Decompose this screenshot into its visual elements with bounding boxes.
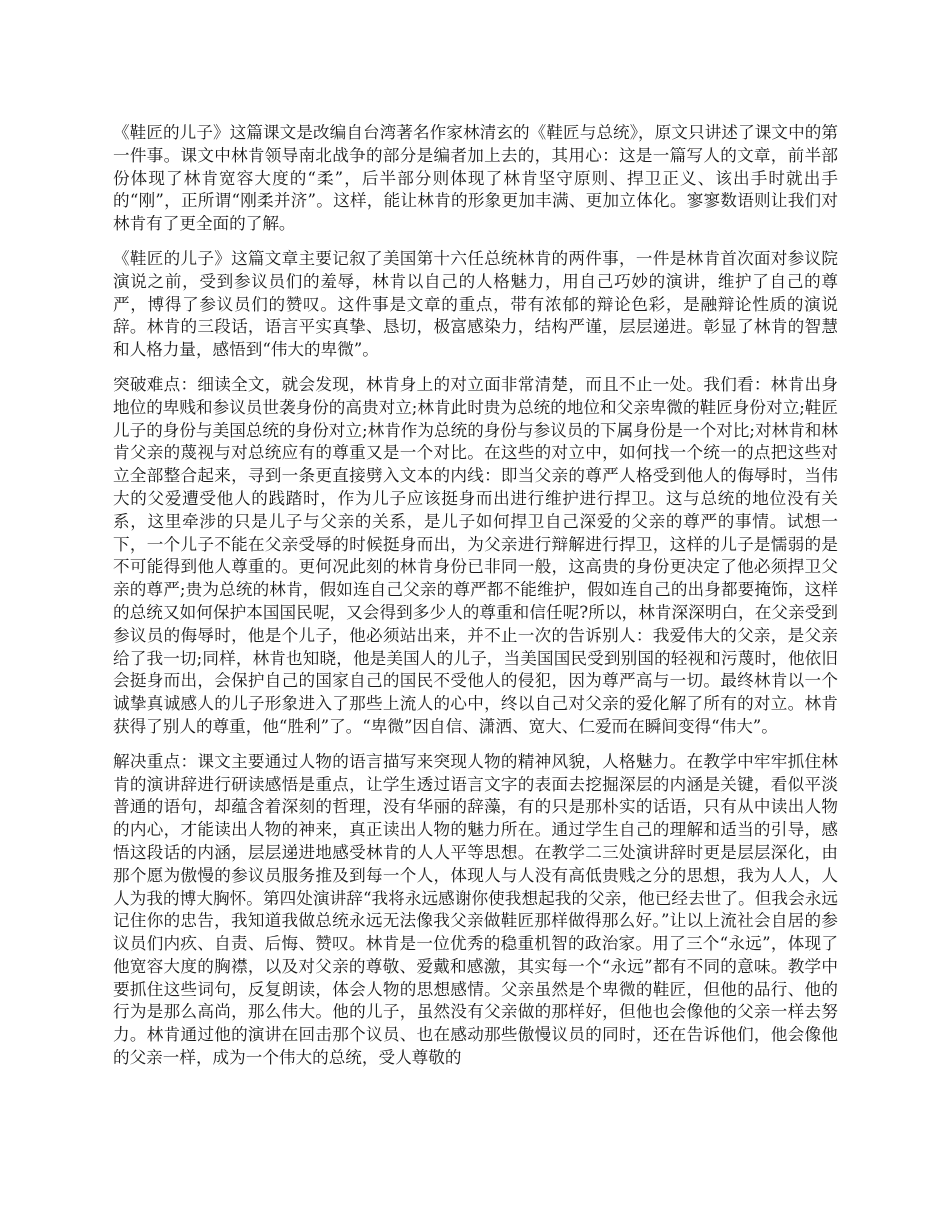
paragraph-difficulty: 突破难点：细读全文，就会发现，林肯身上的对立面非常清楚，而且不止一处。我们看：林肯出身地位的卑贱和参议员世袭身份的高贵对立;林肯此时贵为总统的地位和父亲卑微的鞋匠身份对立;鞋匠儿子的身份与美国总统的身份对立;林肯作为总统的身份与参议员的下属身份是一个对比;对林肯和林肯父亲的蔑视与对总统应有的尊重又是一个对比。在这些的对立中，如何找一个统一的点把这些对立全部整合起来，寻到一条更直接劈入文本的内线：即当父亲的尊严人格受到他人的侮辱时，当伟大的父爱遭受他人的践踏时，作为儿子应该挺身而出进行维护进行捍卫。这与总统的地位没有关系，这里牵涉的只是儿子与父亲的关系，是儿子如何捍卫自己深爱的父亲的尊严的事情。试想一下，一个儿子不能在父亲受辱的时候挺身而出，为父亲进行辩解进行捍卫，这样的儿子是懦弱的是不可能得到他人尊重的。更何况此刻的林肯身份已非同一般，这高贵的身份更决定了他必须捍卫父亲的尊严;贵为总统的林肯，假如连自己父亲的尊严都不能维护，假如连自己的出身都要掩饰，这样的总统又如何保护本国国民呢，又会得到多少人的尊重和信任呢?所以，林肯深深明白，在父亲受到参议员的侮辱时，他是个儿子，他必须站出来，并不止一次的告诉别人：我爱伟大的父亲，是父亲给了我一切;同样，林肯也知晓，他是美国人的儿子，当美国国民受到别国的轻视和污蔑时，他依旧会挺身而出，会保护自己的国家自己的国民不受他人的侵犯，因为尊严高与一切。最终林肯以一个诚挚真诚感人的儿子形象进入了那些上流人的心中，终以自己对父亲的爱化解了所有的对立。林肯获得了别人的尊重，他“胜利”了。“卑微”因自信、潇洒、宽大、仁爱而在瞬间变得“伟大”。 (113, 374, 838, 736)
paragraph-intro: 《鞋匠的儿子》这篇课文是改编自台湾著名作家林清玄的《鞋匠与总统》，原文只讲述了课文中的第一件事。课文中林肯领导南北战争的部分是编者加上去的，其用心：这是一篇写人的文章，前半部份体现了林肯宽容大度的“柔”，后半部分则体现了林肯坚守原则、捍卫正义、该出手时就出手的“刚”，正所谓“刚柔并济”。这样，能让林肯的形象更加丰满、更加立体化。寥寥数语则让我们对林肯有了更全面的了解。 (113, 123, 838, 234)
paragraph-key-points: 解决重点：课文主要通过人物的语言描写来突现人物的精神风貌，人格魅力。在教学中牢牢抓住林肯的演讲辞进行研读感悟是重点，让学生透过语言文字的表面去挖掘深层的内涵是关键，看似平淡普通的语句，却蕴含着深刻的哲理，没有华丽的辞藻，有的只是那朴实的话语，只有从中读出人物的内心，才能读出人物的神来，真正读出人物的魅力所在。通过学生自己的理解和适当的引导，感悟这段话的内涵，层层递进地感受林肯的人人平等思想。在教学二三处演讲辞时更是层层深化，由那个愿为傲慢的参议员服务推及到每一个人，体现人与人没有高低贵贱之分的思想，我为人人，人人为我的博大胸怀。第四处演讲辞“我将永远感谢你使我想起我的父亲，他已经去世了。但我会永远记住你的忠告，我知道我做总统永远无法像我父亲做鞋匠那样做得那么好。”让以上流社会自居的参议员们内疚、自责、后悔、赞叹。林肯是一位优秀的稳重机智的政治家。用了三个“永远”，体现了他宽容大度的胸襟，以及对父亲的尊敬、爱戴和感激，其实每一个“永远”都有不同的意味。教学中要抓住这些词句，反复朗读，体会人物的思想感情。父亲虽然是个卑微的鞋匠，但他的品行、他的行为是那么高尚，那么伟大。他的儿子，虽然没有父亲做的那样好，但他也会像他的父亲一样去努力。林肯通过他的演讲在回击那个议员、也在感动那些傲慢议员的同时，还在告诉他们，他会像他的父亲一样，成为一个伟大的总统，受人尊敬的 (113, 751, 838, 1068)
paragraph-summary: 《鞋匠的儿子》这篇文章主要记叙了美国第十六任总统林肯的两件事，一件是林肯首次面对参议院演说之前，受到参议员们的羞辱，林肯以自己的人格魅力，用自己巧妙的演讲，维护了自己的尊严，博得了参议员们的赞叹。这件事是文章的重点，带有浓郁的辩论色彩，是融辩论性质的演说辞。林肯的三段话，语言平实真挚、恳切，极富感染力，结构严谨，层层递进。彰显了林肯的智慧和人格力量，感悟到“伟大的卑微”。 (113, 248, 838, 360)
document-body (113, 122, 838, 1082)
